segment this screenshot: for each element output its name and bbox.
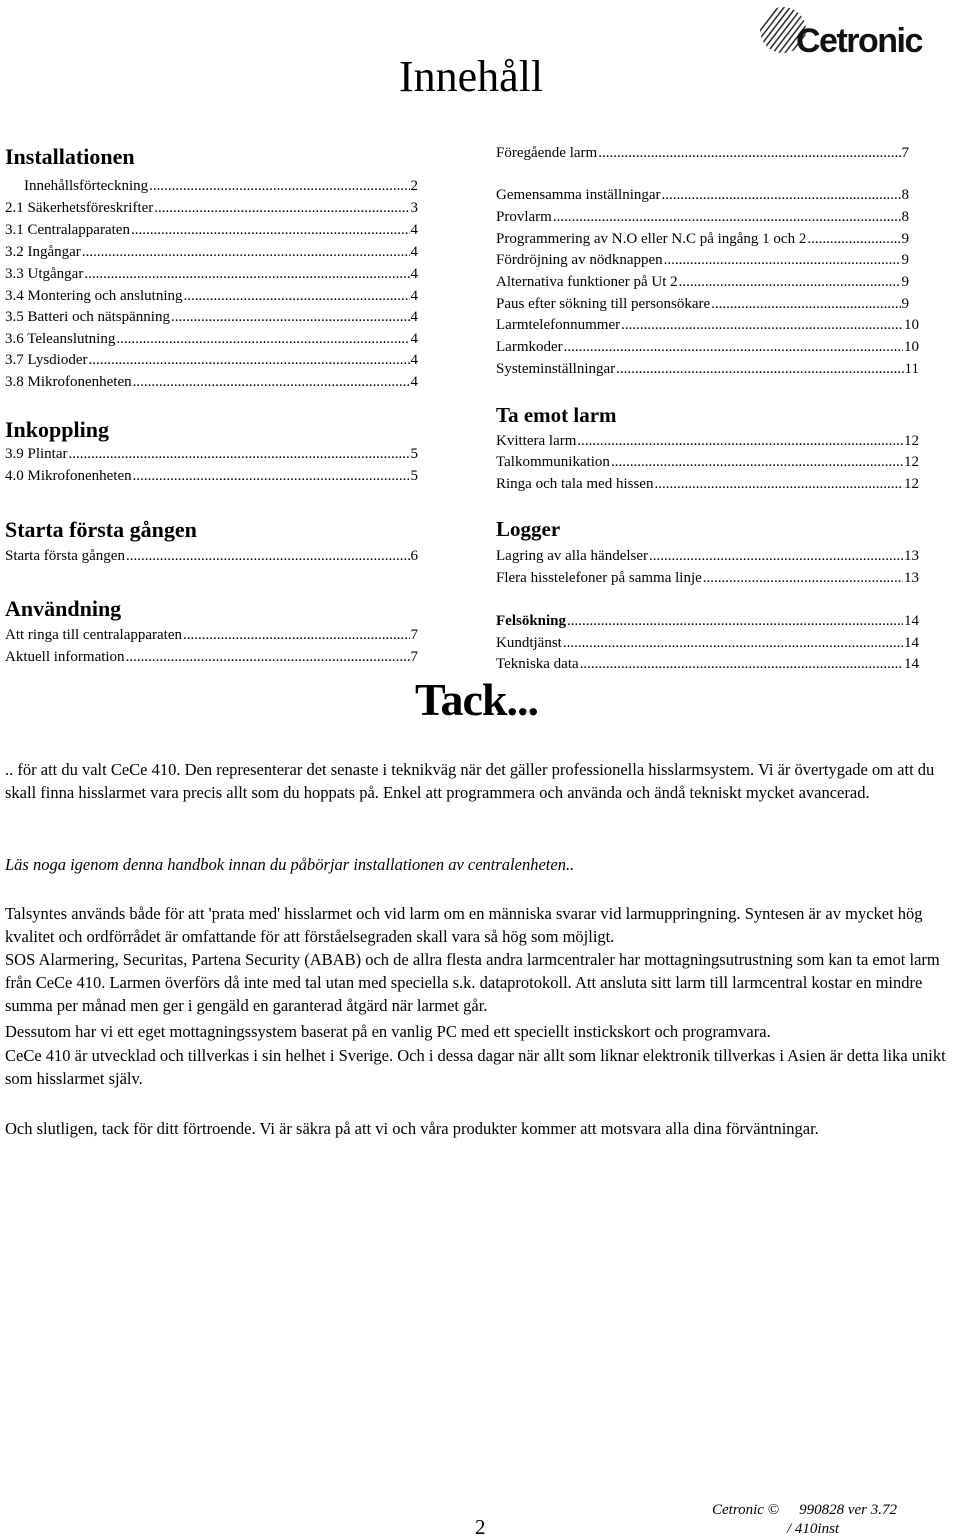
toc-entry[interactable]: 3.3 Utgångar ..... 4 <box>5 264 418 284</box>
toc-entry[interactable]: Att ringa till centralapparaten ..... 7 <box>5 625 418 645</box>
toc-entry[interactable]: Programmering av N.O eller N.C på ingång 1 och 2 ..... 9 <box>496 229 909 249</box>
toc-entry[interactable]: 3.7 Lysdioder ..... 4 <box>5 350 418 370</box>
toc-heading-logger: Logger <box>496 517 561 541</box>
body-paragraph: SOS Alarmering, Securitas, Partena Security (ABAB) och de allra flesta andra larmcentraler har mottagningsutrustning som kan ta emot larm från CeCe 410. Larmen överförs då inte med tal utan med speciella s.k. dataprotokoll. Att ansluta sitt larm till larmcentral kostar en mindre summa per månad men ger i gengäld en garanterad åtgärd när larmet går. <box>5 950 940 1016</box>
toc-entry[interactable]: Flera hisstelefoner på samma linje ..... 13 <box>496 568 919 588</box>
footer-company: Cetronic © <box>712 1502 780 1518</box>
tack-heading: Tack... <box>415 674 538 725</box>
toc-entry[interactable]: 3.4 Montering och anslutning ..... 4 <box>5 286 418 306</box>
toc-entry[interactable]: 3.6 Teleanslutning ..... 4 <box>5 329 418 349</box>
body-paragraph: CeCe 410 är utvecklad och tillverkas i sin helhet i Sverige. Och i dessa dagar när allt som liknar elektronik tillverkas i Asien är detta lika unikt som hisslarmet själv. <box>5 1046 946 1089</box>
toc-entry[interactable]: Alternativa funktioner på Ut 2 ..... 9 <box>496 272 909 292</box>
toc-heading-starta: Starta första gången <box>5 517 197 542</box>
toc-entry[interactable]: Larmkoder ..... 10 <box>496 337 919 357</box>
toc-entry[interactable]: Provlarm ..... 8 <box>496 207 909 227</box>
toc-entry[interactable]: Kundtjänst ..... 14 <box>496 633 919 653</box>
footer-doc-id: / 410inst <box>787 1521 840 1537</box>
toc-entry[interactable]: Fördröjning av nödknappen ..... 9 <box>496 250 909 270</box>
toc-entry[interactable]: Ringa och tala med hissen ..... 12 <box>496 474 919 494</box>
toc-heading-ta-emot-larm: Ta emot larm <box>496 403 617 427</box>
toc-entry[interactable]: Starta första gången ..... 6 <box>5 546 418 566</box>
toc-entry[interactable]: Gemensamma inställningar ..... 8 <box>496 185 909 205</box>
toc-entry[interactable]: Larmtelefonnummer ..... 10 <box>496 315 919 335</box>
logo-text: Cetronic <box>796 22 922 60</box>
page-title: Innehåll <box>399 52 544 101</box>
toc-heading-anvandning: Användning <box>5 596 122 621</box>
toc-entry[interactable]: 3.5 Batteri och nätspänning ..... 4 <box>5 307 418 327</box>
toc-entry[interactable]: 3.2 Ingångar ..... 4 <box>5 242 418 262</box>
toc-entry[interactable]: 3.8 Mikrofonenheten ..... 4 <box>5 372 418 392</box>
toc-entry[interactable]: Kvittera larm ..... 12 <box>496 431 919 451</box>
intro-paragraph: .. för att du valt CeCe 410. Den representerar det senaste i teknikväg när det gäller professionella hisslarmsystem. Vi är övertygade om att du skall finna hisslarmet vara precis allt som du hoppats på. Enkel att programmera och använda och ändå tekniskt mycket avancerad. <box>5 760 935 803</box>
toc-entry[interactable]: 2.1 Säkerhetsföreskrifter ..... 3 <box>5 198 418 218</box>
toc-entry[interactable]: Paus efter sökning till personsökare ..... 9 <box>496 294 909 314</box>
footer-version: 990828 ver 3.72 <box>799 1502 897 1518</box>
toc-entry[interactable]: Innehållsförteckning ..... 2 <box>24 176 418 196</box>
toc-heading-installationen: Installationen <box>5 144 135 169</box>
read-manual-note: Läs noga igenom denna handbok innan du påbörjar installationen av centralenheten.. <box>5 855 575 874</box>
body-paragraph: Talsyntes används både för att 'prata med' hisslarmet och vid larm om en människa svarar vid larmuppringning. Syntesen är av mycket hög kvalitet och ordförrådet är omfattande för att förståelsegraden skall vara så hög som möjligt. <box>5 904 923 947</box>
company-logo <box>758 2 958 62</box>
toc-entry[interactable]: Aktuell information ..... 7 <box>5 647 418 667</box>
toc-heading-inkoppling: Inkoppling <box>5 417 109 442</box>
toc-entry[interactable]: Systeminställningar ..... 11 <box>496 359 919 379</box>
closing-paragraph: Och slutligen, tack för ditt förtroende. Vi är säkra på att vi och våra produkter kommer att motsvara alla dina förväntningar. <box>5 1119 819 1138</box>
page-number: 2 <box>475 1515 486 1539</box>
toc-entry[interactable]: Föregående larm ..... 7 <box>496 143 909 163</box>
toc-entry[interactable]: Talkommunikation ..... 12 <box>496 452 919 472</box>
toc-entry[interactable]: Lagring av alla händelser ..... 13 <box>496 546 919 566</box>
footer-company-line <box>712 1503 897 1518</box>
toc-entry[interactable]: Tekniska data ..... 14 <box>496 654 919 674</box>
toc-entry[interactable]: 4.0 Mikrofonenheten ..... 5 <box>5 466 418 486</box>
toc-entry[interactable]: Felsökning ..... 14 <box>496 611 919 631</box>
body-paragraph: Dessutom har vi ett eget mottagningssystem baserat på en vanlig PC med ett speciellt instickskort och programvara. <box>5 1022 771 1041</box>
toc-entry[interactable]: 3.1 Centralapparaten ..... 4 <box>5 220 418 240</box>
toc-entry[interactable]: 3.9 Plintar ..... 5 <box>5 444 418 464</box>
